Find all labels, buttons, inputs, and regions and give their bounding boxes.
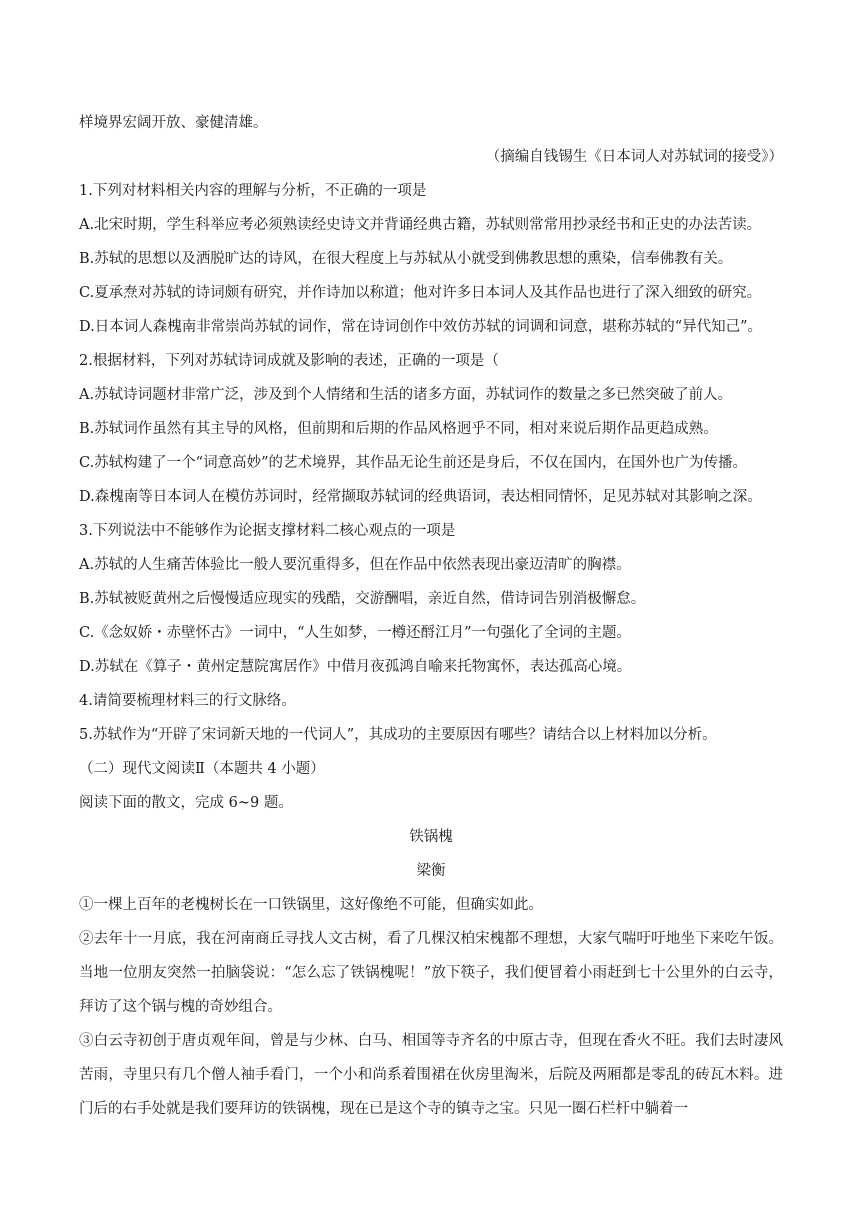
question-2-option-d: D.森槐南等日本词人在模仿苏词时，经常撷取苏轼词的经典语词，表达相同情怀，足见苏轼对其影响之深。 (79, 489, 762, 505)
section-heading: （二）现代文阅读Ⅱ（本题共 4 小题） (79, 761, 325, 777)
question-3-option-b: B.苏轼被贬黄州之后慢慢适应现实的残酷，交游酬唱，亲近自然，借诗词告别消极懈怠。 (79, 591, 646, 607)
document-page (79, 106, 783, 1126)
question-2-option-a: A.苏轼诗词题材非常广泛，涉及到个人情绪和生活的诸多方面，苏轼词作的数量之多已然突破了前人。 (79, 387, 733, 403)
question-3-stem: 3.下列说法中不能够作为论据支撑材料二核心观点的一项是 (79, 523, 456, 539)
essay-paragraph-2: ②去年十一月底，我在河南商丘寻找人文古树，看了几棵汉柏宋槐都不理想，大家气喘吁吁地坐下来吃午饭。当地一位朋友突然一拍脑袋说：“怎么忘了铁锅槐呢！”放下筷子，我们便冒着小雨赶到七十公里外的白云寺，拜访了这个锅与槐的奇妙组合。 (79, 931, 783, 1015)
continuation-line: 样境界宏阔开放、豪健清雄。 (79, 115, 268, 131)
question-4: 4.请简要梳理材料三的行文脉络。 (79, 693, 296, 709)
question-1-stem: 1.下列对材料相关内容的理解与分析，不正确的一项是 (79, 183, 427, 199)
question-1-option-d: D.日本词人森槐南非常崇尚苏轼的词作，常在诗词创作中效仿苏轼的词调和词意，堪称苏轼的“异代知己”。 (79, 319, 763, 335)
question-3-option-a: A.苏轼的人生痛苦体验比一般人要沉重得多，但在作品中依然表现出豪迈清旷的胸襟。 (79, 557, 631, 573)
question-1-option-a: A.北宋时期，学生科举应考必须熟读经史诗文并背诵经典古籍，苏轼则常常用抄录经书和正史的办法苦读。 (79, 217, 762, 233)
question-2-stem: 2.根据材料，下列对苏轼诗词成就及影响的表述，正确的一项是（ (79, 353, 499, 369)
essay-paragraph-3: ③白云寺初创于唐贞观年间，曾是与少林、白马、相国等寺齐名的中原古寺，但现在香火不旺。我们去时凄风苦雨，寺里只有几个僧人袖手看门，一个小和尚系着围裙在伙房里淘米，后院及两厢都是零乱的砖瓦木料。进门后的右手处就是我们要拜访的铁锅槐，现在已是这个寺的镇寺之宝。只见一圈石栏杆中躺着一 (79, 1033, 783, 1117)
reading-instruction: 阅读下面的散文，完成 6~9 题。 (79, 795, 293, 811)
essay-title: 铁锅槐 (409, 829, 453, 845)
question-1-option-b: B.苏轼的思想以及洒脱旷达的诗风，在很大程度上与苏轼从小就受到佛教思想的熏染，信奉佛教有关。 (79, 251, 733, 267)
question-5: 5.苏轼作为“开辟了宋词新天地的一代词人”，其成功的主要原因有哪些？请结合以上材料加以分析。 (79, 727, 717, 743)
question-1-option-c: C.夏承焘对苏轼的诗词颇有研究，并作诗加以称道；他对许多日本词人及其作品也进行了深入细致的研究。 (79, 285, 762, 301)
question-3-option-d: D.苏轼在《算子・黄州定慧院寓居作》中借月夜孤鸿自喻来托物寓怀，表达孤高心境。 (79, 659, 632, 675)
essay-author: 梁衡 (416, 863, 446, 879)
source-citation: （摘编自钱锡生《日本词人对苏轼词的接受》） (485, 149, 783, 165)
essay-paragraph-1: ①一棵上百年的老槐树长在一口铁锅里，这好像绝不可能，但确实如此。 (79, 897, 543, 913)
question-2-option-b: B.苏轼词作虽然有其主导的风格，但前期和后期的作品风格迥乎不同，相对来说后期作品更趋成熟。 (79, 421, 718, 437)
question-3-option-c: C.《念奴娇・赤壁怀古》一词中，“人生如梦，一樽还酹江月”一句强化了全词的主题。 (79, 625, 632, 641)
question-2-option-c: C.苏轼构建了一个“词意高妙”的艺术境界，其作品无论生前还是身后，不仅在国内，在国外也广为传播。 (79, 455, 748, 471)
